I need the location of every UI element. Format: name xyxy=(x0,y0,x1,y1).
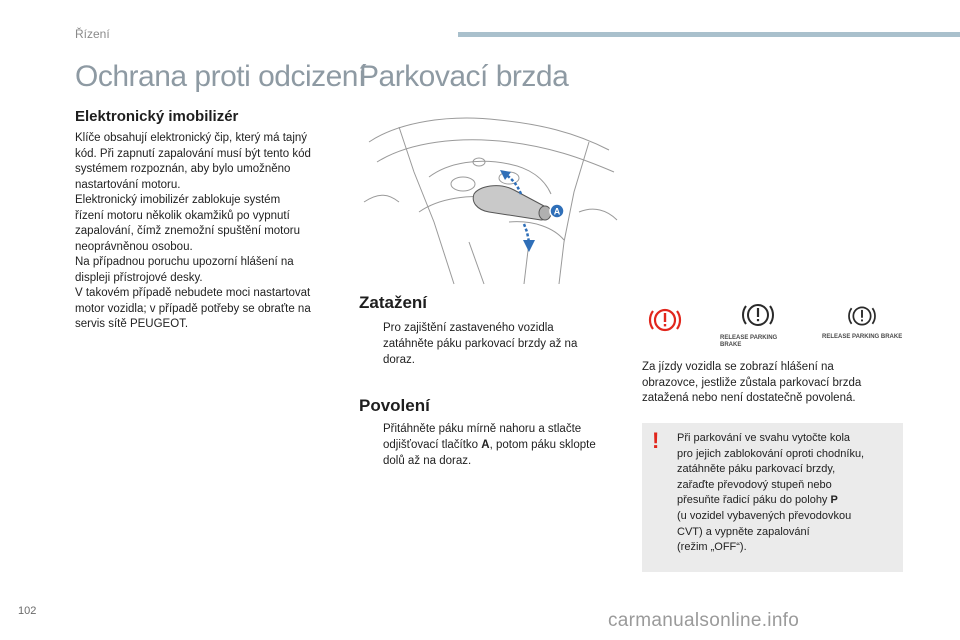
paragraph-line: motor vozidla; v případě potřeby se obraťte na xyxy=(75,302,311,315)
brake-warning-icon xyxy=(844,303,880,329)
bullet-line: , potom páku sklopte xyxy=(489,439,596,451)
paragraph-line: Elektronický imobilizér zablokuje systém xyxy=(75,194,281,206)
heading-apply: Zatažení xyxy=(359,293,428,312)
brake-warning-icon xyxy=(648,305,682,335)
apply-instruction xyxy=(359,320,624,368)
paragraph-line: nastartování motoru. xyxy=(75,178,181,191)
paragraph-line: obrazovce, jestliže zůstala parkovací brzda xyxy=(642,376,862,389)
button-a-label: A xyxy=(553,206,561,217)
bullet-line: dolů až na doraz. xyxy=(383,455,472,467)
bullet-item xyxy=(359,421,624,469)
paragraph-line: servis sítě PEUGEOT. xyxy=(75,318,189,330)
display-message-text xyxy=(642,360,904,407)
subtitle-immobiliser: Elektronický imobilizér xyxy=(75,108,239,125)
bullet-line: zatáhněte páku parkovací brzdy až na xyxy=(383,338,578,350)
bullet-line: doraz. xyxy=(383,354,415,366)
brake-warning-icon-release xyxy=(720,300,800,349)
header-accent-bar xyxy=(458,32,960,37)
release-instruction xyxy=(359,421,624,469)
parking-note-text xyxy=(677,431,897,556)
note-line: (režim „OFF“). xyxy=(677,541,747,554)
paragraph-line: řízení motoru několik okamžiků po vypnutí xyxy=(75,209,290,222)
warning-exclamation-icon: ! xyxy=(652,428,660,453)
warning-caption xyxy=(720,335,800,349)
brake-warning-icon xyxy=(738,300,778,330)
paragraph-line: Na případnou poruchu upozorní hlášení na xyxy=(75,256,294,268)
heading-release: Povolení xyxy=(359,396,430,415)
caption-line: BRAKE xyxy=(720,342,742,348)
note-line: zařaďte převodový stupeň nebo xyxy=(677,478,832,491)
bullet-item xyxy=(359,320,624,368)
paragraph-line: kód. Při zapnutí zapalování musí být tento kód xyxy=(75,147,311,160)
bullet-line: Přitáhněte páku mírně nahoru a stlačte xyxy=(383,423,582,435)
bullet-line: Pro zajištění zastaveného vozidla xyxy=(383,322,554,334)
page-number: 102 xyxy=(18,605,37,617)
page-title-anti-theft: Ochrana proti odcizení xyxy=(75,60,366,93)
paragraph-line: zapalování, čímž znemožní spuštění motoru xyxy=(75,225,300,237)
immobiliser-paragraph xyxy=(75,131,340,333)
gear-position: P xyxy=(830,494,838,507)
note-line: (u vozidel vybavených převodovkou xyxy=(677,509,852,522)
bullet-text xyxy=(383,421,596,469)
note-line: CVT) a vypněte zapalování xyxy=(677,525,810,538)
button-reference: A xyxy=(481,439,490,451)
bullet-text xyxy=(383,320,577,368)
bullet-line: odjišťovací tlačítko xyxy=(383,439,482,451)
note-line: Při parkování ve svahu vytočte kola xyxy=(677,432,851,444)
note-line: zatáhněte páku parkovací brzdy, xyxy=(677,463,836,476)
parking-brake-illustration xyxy=(359,102,622,285)
brake-warning-icon-red xyxy=(648,305,682,339)
watermark: carmanualsonline.info xyxy=(608,610,800,631)
paragraph-line: displeji přístrojové desky. xyxy=(75,271,203,284)
paragraph-line: V takovém případě nebudete moci nastartovat xyxy=(75,287,311,299)
section-label: Řízení xyxy=(75,27,110,41)
note-line: přesuňte řadicí páku do polohy xyxy=(677,494,831,507)
paragraph-line: neoprávněnou osobou. xyxy=(75,240,193,253)
paragraph-line: Klíče obsahují elektronický čip, který má tajný xyxy=(75,132,308,144)
paragraph-line: systémem rozpoznán, aby bylo umožněno xyxy=(75,163,291,175)
brake-warning-icon-release-wide xyxy=(822,303,904,341)
warning-caption: RELEASE PARKING BRAKE xyxy=(822,334,903,340)
page-title-parking-brake: Parkovací brzda xyxy=(359,60,569,93)
paragraph-line: zatažená nebo není dostatečně povolená. xyxy=(642,392,856,404)
caption-line: RELEASE PARKING xyxy=(720,335,778,341)
paragraph-line: Za jízdy vozidla se zobrazí hlášení na xyxy=(642,361,834,373)
note-line: pro jejich zablokování oproti chodníku, xyxy=(677,447,865,460)
parking-brake-drawing xyxy=(359,102,622,285)
